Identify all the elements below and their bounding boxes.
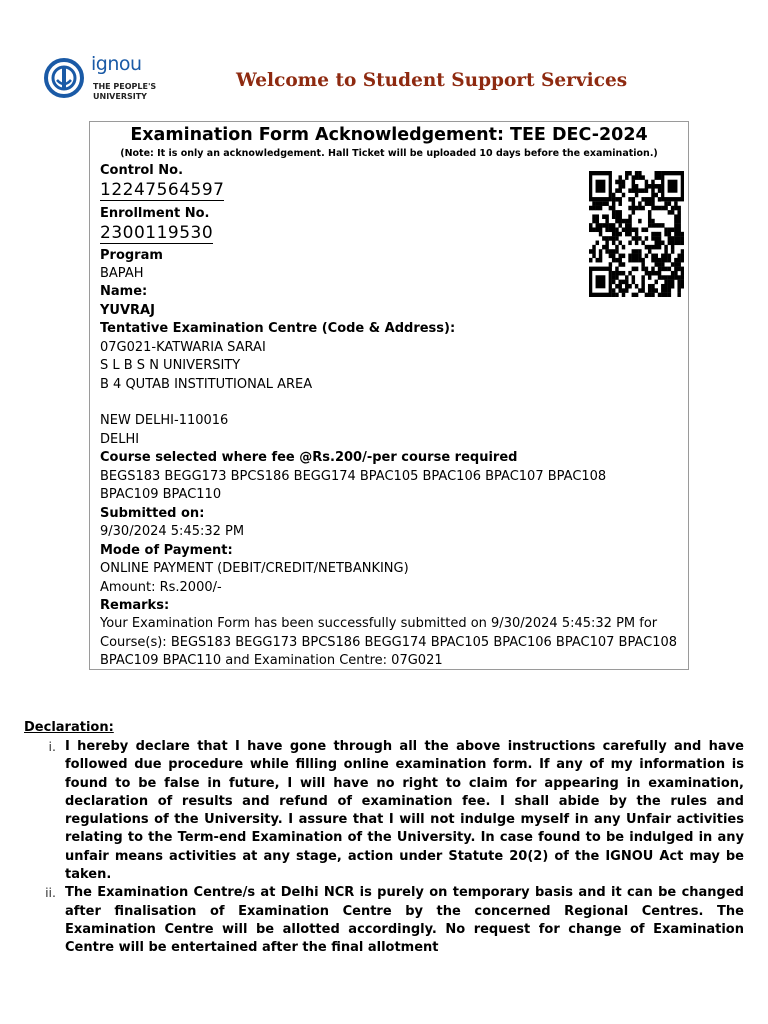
- logo-tagline: THE PEOPLE'S UNIVERSITY: [93, 82, 157, 101]
- ignou-logo[interactable]: [44, 53, 157, 104]
- card-note: (Note: It is only an acknowledgement. Hall Ticket will be uploaded 10 days before the examination.): [120, 148, 658, 159]
- payment-value: ONLINE PAYMENT (DEBIT/CREDIT/NETBANKING): [100, 561, 409, 576]
- course-line-2: BPAC109 BPAC110: [100, 487, 222, 502]
- welcome-heading: Welcome to Student Support Services: [236, 70, 628, 91]
- centre-label: Tentative Examination Centre (Code & Address):: [100, 321, 456, 336]
- course-label: Course selected where fee @Rs.200/-per course required: [100, 450, 518, 465]
- declaration-item-number: ii.: [45, 885, 56, 901]
- declaration-item-text: I hereby declare that I have gone through all the above instructions carefully and have followed due procedure while filling online examination form. If any of my information is found to be false in future, I will have no right to claim for appearing in examination, declaration of results and refund of examination fee. I shall abide by the rules and regulations of the University. I assure that I will not indulge myself in any Unfair activities relating to the Term-end Examination of the University. In case found to be indulged in any unfair means activities at any stage, action under Statute 20(2) of the IGNOU Act may be taken.: [65, 739, 744, 883]
- control-value: 12247564597: [100, 180, 225, 200]
- payment-label: Mode of Payment:: [100, 543, 233, 558]
- enrollment-label: Enrollment No.: [100, 206, 210, 221]
- name-label: Name:: [100, 284, 148, 299]
- declaration-item-number: i.: [48, 739, 56, 754]
- ignou-emblem-icon: [44, 58, 84, 98]
- course-line-1: BEGS183 BEGG173 BPCS186 BEGG174 BPAC105 BPAC106 BPAC107 BPAC108: [100, 469, 607, 484]
- name-value: YUVRAJ: [100, 303, 155, 318]
- declaration-item: [38, 738, 744, 884]
- centre-line-2: S L B S N UNIVERSITY: [100, 358, 241, 373]
- declaration-item-text: The Examination Centre/s at Delhi NCR is purely on temporary basis and it can be changed after finalisation of Examination Centre by the concerned Regional Centres. The Examination Centre will be allotted accordingly. No request for change of Examination Centre will be entertained after the final allotment: [65, 885, 744, 956]
- acknowledgement-card: [89, 121, 689, 670]
- declaration-item: [38, 884, 744, 957]
- amount: Amount: Rs.2000/-: [100, 580, 222, 595]
- centre-line-1: 07G021-KATWARIA SARAI: [100, 340, 266, 355]
- program-label: Program: [100, 248, 163, 263]
- program-value: BAPAH: [100, 266, 144, 281]
- page-header: [0, 0, 768, 118]
- declaration-title: Declaration:: [24, 720, 114, 735]
- declaration-list: [38, 738, 744, 958]
- logo-wordmark: ignou: [91, 53, 142, 75]
- remarks-value: Your Examination Form has been successfully submitted on 9/30/2024 5:45:32 PM for Course(s): BEGS183 BEGG173 BPCS186 BEGG174 BPAC105 BPAC106 BPAC107 BPAC108 BPAC109 BPAC110 and Examination Centre: 07G021: [100, 616, 678, 668]
- card-title: Examination Form Acknowledgement: TEE DEC-2024: [130, 125, 648, 145]
- centre-line-5: DELHI: [100, 432, 140, 447]
- qr-code-icon: [589, 171, 684, 297]
- control-label: Control No.: [100, 163, 184, 178]
- submitted-value: 9/30/2024 5:45:32 PM: [100, 524, 245, 539]
- enrollment-value: 2300119530: [100, 223, 214, 243]
- centre-line-4: NEW DELHI-110016: [100, 413, 229, 428]
- centre-line-3: B 4 QUTAB INSTITUTIONAL AREA: [100, 377, 313, 392]
- submitted-label: Submitted on:: [100, 506, 205, 521]
- remarks-label: Remarks:: [100, 598, 170, 613]
